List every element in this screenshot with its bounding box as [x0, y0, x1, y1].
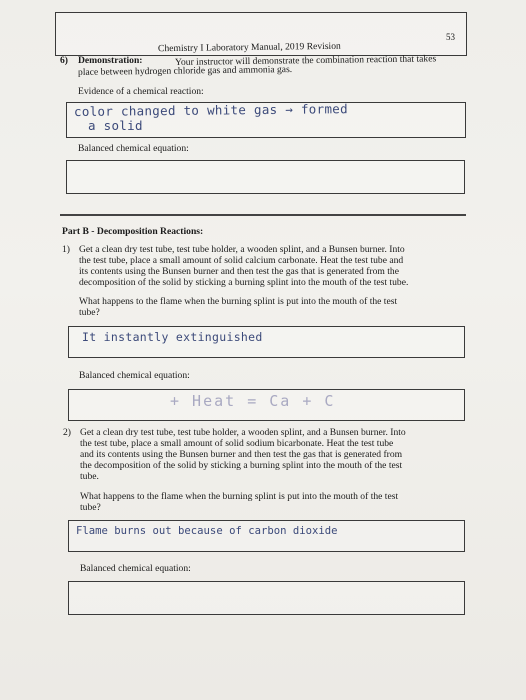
q2-line-5: tube. — [80, 471, 99, 482]
q1-line-4: decomposition of the solid by sticking a burning splint into the mouth of the test tube. — [79, 277, 409, 288]
q1-line-3: its contents using the Bunsen burner and then test the gas that is generated from the — [79, 266, 399, 277]
q1-number: 1) — [62, 244, 70, 255]
q6-number: 6) — [60, 55, 68, 66]
q6-text-2: place between hydrogen chloride gas and ammonia gas. — [77, 64, 293, 78]
q1-line-2: the test tube, place a small amount of solid calcium carbonate. Heat the test tube and — [79, 255, 404, 266]
q6-evidence-label: Evidence of a chemical reaction: — [78, 86, 204, 97]
q1-answer: It instantly extinguished — [82, 330, 263, 344]
q2-question-2: tube? — [80, 502, 101, 513]
q6-balanced-answer-box[interactable] — [66, 160, 465, 194]
q1-question-2: tube? — [79, 307, 100, 318]
q2-number: 2) — [63, 427, 71, 438]
q6-label: Demonstration: — [78, 55, 143, 66]
q6-balanced-label: Balanced chemical equation: — [78, 143, 189, 154]
part-b-heading: Part B - Decomposition Reactions: — [62, 226, 204, 237]
q1-line-1: Get a clean dry test tube, test tube holder, a wooden splint, and a Bunsen burner. Into — [79, 244, 405, 255]
q1-balanced-answer: + Heat = Ca + C — [170, 392, 336, 410]
q2-answer: Flame burns out because of carbon dioxide — [76, 525, 338, 537]
q2-line-3: and its contents using the Bunsen burner and then test the gas that is generated from — [80, 449, 403, 460]
q6-evidence-answer-line-1: color changed to white gas → formed — [73, 101, 348, 119]
q1-question-1: What happens to the flame when the burning splint is put into the mouth of the test — [79, 296, 398, 307]
q2-line-2: the test tube, place a small amount of solid sodium bicarbonate. Heat the test tube — [80, 438, 394, 449]
q1-balanced-label: Balanced chemical equation: — [79, 370, 190, 381]
page-number: 53 — [446, 32, 455, 42]
q2-balanced-label: Balanced chemical equation: — [80, 563, 191, 574]
q2-question-1: What happens to the flame when the burning splint is put into the mouth of the test — [80, 491, 399, 502]
section-divider — [60, 214, 466, 216]
q2-line-4: the decomposition of the solid by sticking a burning splint into the mouth of the test — [80, 460, 403, 471]
q2-balanced-answer-box[interactable] — [68, 581, 465, 615]
q6-text-1: Your instructor will demonstrate the combination reaction that takes — [174, 53, 437, 68]
manual-title: Chemistry I Laboratory Manual, 2019 Revision — [157, 40, 341, 55]
q6-evidence-answer-line-2: a solid — [88, 118, 143, 133]
q2-line-1: Get a clean dry test tube, test tube holder, a wooden splint, and a Bunsen burner. Into — [80, 427, 406, 438]
